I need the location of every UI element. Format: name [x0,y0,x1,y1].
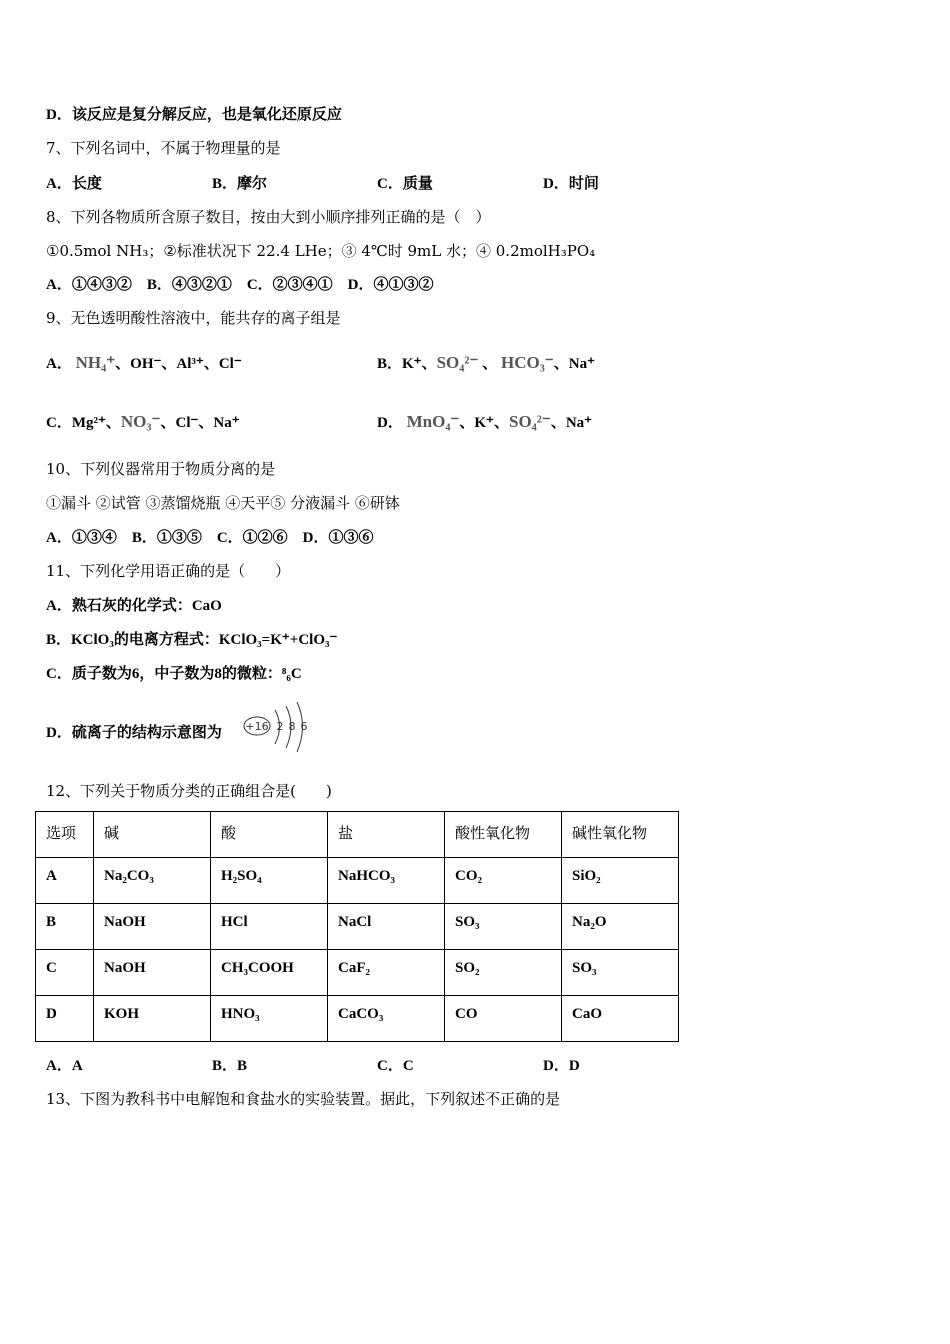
ion: HCO₃⁻ [500,353,554,372]
q8-options: A．①④③② B．④③②① C．②③④① D．④①③② [46,277,434,293]
q9-option-b [377,352,595,373]
header-cell: 碱性氧化物 [562,812,679,858]
cell: SiO₂ [562,858,679,904]
q9-option-a [46,352,242,373]
ions: 、Cl⁻、Na⁺ [160,415,240,431]
q7-stem: 7、下列名词中，不属于物理量的是 [46,139,281,157]
cell: C [36,950,94,996]
q7-option-d: D．时间 [543,176,599,192]
q11-option-b: B．KClO₃的电离方程式：KClO₃=K⁺+ClO₃⁻ [46,632,338,648]
q11-option-d: D．硫离子的结构示意图为 [46,725,222,741]
label: A． [46,356,72,372]
header-cell: 盐 [328,812,445,858]
cell: H₂SO₄ [211,858,328,904]
header-cell: 酸 [211,812,328,858]
cell: SO₂ [445,950,562,996]
q12-stem: 12、下列关于物质分类的正确组合是( ) [46,782,332,800]
ion: NH₄⁺ [75,353,116,372]
shell-1: 2 [276,720,284,733]
cell: A [36,858,94,904]
ions: 、Na⁺ [550,415,593,431]
q10-options: A．①③④ B．①③⑤ C．①②⑥ D．①③⑥ [46,530,374,546]
q12-option-d: D．D [543,1058,580,1074]
header-cell: 酸性氧化物 [445,812,562,858]
classification-table [35,811,679,1042]
label: C．Mg²⁺、 [46,415,121,431]
ion: SO₄²⁻ [436,353,479,372]
q8-items: ①0.5mol NH₃；②标准状况下 22.4 LHe；③ 4℃时 9mL 水；④ 0.2molH₃PO₄ [46,242,596,260]
table-row [36,996,679,1042]
q9-option-c [46,411,240,432]
label: B．K⁺、 [377,356,437,372]
cell: NaHCO₃ [328,858,445,904]
header-cell: 碱 [94,812,211,858]
ion: MnO₄⁻ [406,412,460,431]
cell: NaCl [328,904,445,950]
cell: HCl [211,904,328,950]
cell: CO [445,996,562,1042]
cell: CaO [562,996,679,1042]
cell: D [36,996,94,1042]
cell: SO₃ [445,904,562,950]
q11-option-c: C．质子数为6，中子数为8的微粒：⁸₆C [46,666,302,682]
q10-stem: 10、下列仪器常用于物质分离的是 [46,460,276,478]
shell-3: 6 [300,720,308,733]
ions: 、Na⁺ [553,356,596,372]
q7-option-c: C．质量 [377,176,433,192]
ion: SO₄²⁻ [508,412,551,431]
q6-option-d: D．该反应是复分解反应，也是氧化还原反应 [46,107,342,123]
q12-option-b: B．B [212,1058,248,1074]
q7-option-a: A．长度 [46,176,102,192]
cell: NaOH [94,904,211,950]
ions: 、K⁺、 [459,415,509,431]
ions: 、OH⁻、Al³⁺、Cl⁻ [115,356,242,372]
nucleus-label: +16 [245,720,269,733]
ion: NO₃⁻ [120,412,161,431]
cell: HNO₃ [211,996,328,1042]
q13-stem: 13、下图为教科书中电解饱和食盐水的实验装置。据此，下列叙述不正确的是 [46,1090,561,1108]
q10-items: ①漏斗 ②试管 ③蒸馏烧瓶 ④天平⑤ 分液漏斗 ⑥研钵 [46,494,400,512]
q12-option-a: A．A [46,1058,83,1074]
header-cell: 选项 [36,812,94,858]
sulfur-ion-structure-diagram [242,700,312,752]
cell: CaCO₃ [328,996,445,1042]
q11-option-a: A．熟石灰的化学式：CaO [46,598,222,614]
cell: CO₂ [445,858,562,904]
cell: KOH [94,996,211,1042]
cell: CaF₂ [328,950,445,996]
cell: SO₃ [562,950,679,996]
cell: Na₂CO₃ [94,858,211,904]
cell: NaOH [94,950,211,996]
q12-option-c: C．C [377,1058,414,1074]
q7-option-b: B．摩尔 [212,176,268,192]
q9-option-d [377,411,592,432]
q11-stem: 11、下列化学用语正确的是（ ） [46,562,291,580]
q9-stem: 9、无色透明酸性溶液中，能共存的离子组是 [46,309,341,327]
sep: 、 [482,356,498,372]
table-row [36,858,679,904]
q8-stem: 8、下列各物质所含原子数目，按由大到小顺序排列正确的是（ ） [46,208,491,226]
table-header [36,812,679,858]
cell: CH₃COOH [211,950,328,996]
table-row [36,950,679,996]
label: D． [377,415,403,431]
table-row [36,904,679,950]
cell: B [36,904,94,950]
cell: Na₂O [562,904,679,950]
shell-2: 8 [288,720,296,733]
